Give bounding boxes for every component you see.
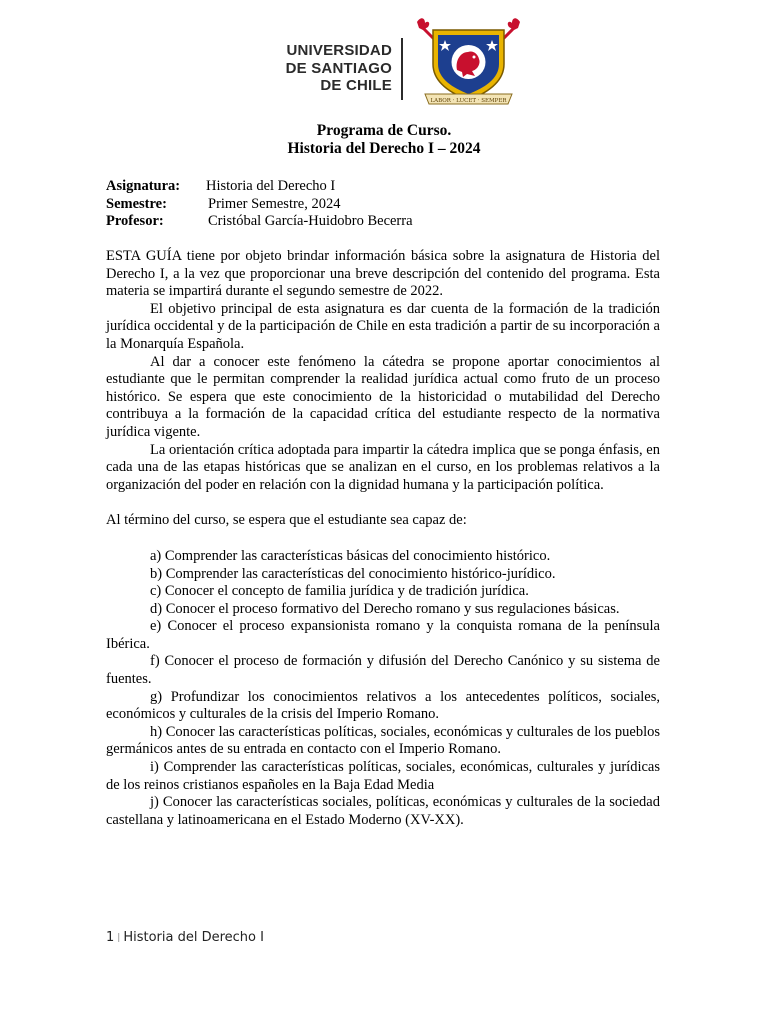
objective-item: g) Profundizar los conocimientos relativos a los antecedentes políticos, sociales, económicos y culturales de la crisis del Imperio Romano. [106, 688, 660, 723]
objectives-intro: Al término del curso, se espera que el estudiante sea capaz de: [106, 512, 467, 529]
semestre-label: Semestre: [106, 195, 167, 212]
page-footer [106, 930, 264, 945]
objective-item: a) Comprender las características básicas del conocimiento histórico. [150, 547, 551, 564]
objective-item: d) Conocer el proceso formativo del Derecho romano y sus regulaciones básicas. [150, 600, 620, 617]
crest-motto: LABOR · LUCET · SEMPER [430, 98, 507, 104]
objective-item: h) Conocer las características políticas, sociales, económicas y culturales de los pueblos germánicos antes de su entrada en contacto con el Imperio Romano. [106, 723, 660, 758]
university-crest-icon [411, 14, 526, 108]
paragraph: El objetivo principal de esta asignatura es dar cuenta de la formación de la tradición jurídica occidental y de la participación de Chile en esta tradición a partir de su incorporación a la Monarquía Española. [106, 300, 660, 352]
logo-line: DE CHILE [320, 77, 392, 94]
title-line-1: Programa de Curso. [316, 122, 452, 139]
profesor-label: Profesor: [106, 213, 164, 229]
university-logo [238, 14, 526, 108]
title-line-2: Historia del Derecho I – 2024 [287, 140, 481, 157]
objective-item: f) Conocer el proceso de formación y difusión del Derecho Canónico y su sistema de fuentes. [106, 653, 660, 688]
logo-line: DE SANTIAGO [285, 59, 392, 77]
logo-line: UNIVERSIDAD [286, 42, 392, 59]
footer-separator: | [117, 933, 121, 943]
university-name [252, 42, 392, 95]
profesor-value: Cristóbal García-Huidobro Becerra [208, 213, 413, 229]
objective-item: b) Comprender las características del conocimiento histórico-jurídico. [150, 565, 556, 582]
asignatura-value: Historia del Derecho I [206, 178, 336, 194]
objective-item: e) Conocer el proceso expansionista romano y la conquista romana de la península Ibérica. [106, 618, 660, 652]
document-title [0, 122, 768, 158]
paragraph: La orientación crítica adoptada para impartir la cátedra implica que se ponga énfasis, en cada una de las etapas históricas que se analizan en el curso, en los problemas relativos a la organización del poder en relación con la dignidad humana y la participación política. [106, 441, 660, 493]
asignatura-label: Asignatura: [106, 178, 181, 194]
paragraph: ESTA GUÍA tiene por objeto brindar información básica sobre la asignatura de Historia del Derecho I, a la vez que proporcionar una breve descripción del contenido del programa. Esta materia se impartirá durante el segundo semestre de 2022. [106, 248, 660, 300]
footer-text: Historia del Derecho I [123, 930, 264, 945]
objective-item: j) Conocer las características sociales, políticas, económicas y culturales de la sociedad castellana y latinoamericana en el Estado Moderno (XV-XX). [106, 794, 660, 828]
objective-item: i) Comprender las características políticas, sociales, económicas, culturales y jurídicas de los reinos cristianos españoles en la Baja Edad Media [106, 759, 660, 793]
objective-item: c) Conocer el concepto de familia jurídica y de tradición jurídica. [150, 583, 529, 600]
semestre-value: Primer Semestre, 2024 [208, 195, 341, 212]
document-body [106, 248, 660, 829]
logo-divider [401, 38, 403, 100]
paragraph: Al dar a conocer este fenómeno la cátedra se propone aportar conocimientos al estudiante que le permitan comprender la realidad jurídica actual como fruto de un proceso histórico. Se espera que este conocimiento de la historicidad o mutabilidad del Derecho contribuya a la formación de la capacidad crítica del estudiante respecto de la normativa jurídica vigente. [106, 353, 660, 440]
page-number: 1 [106, 930, 115, 945]
